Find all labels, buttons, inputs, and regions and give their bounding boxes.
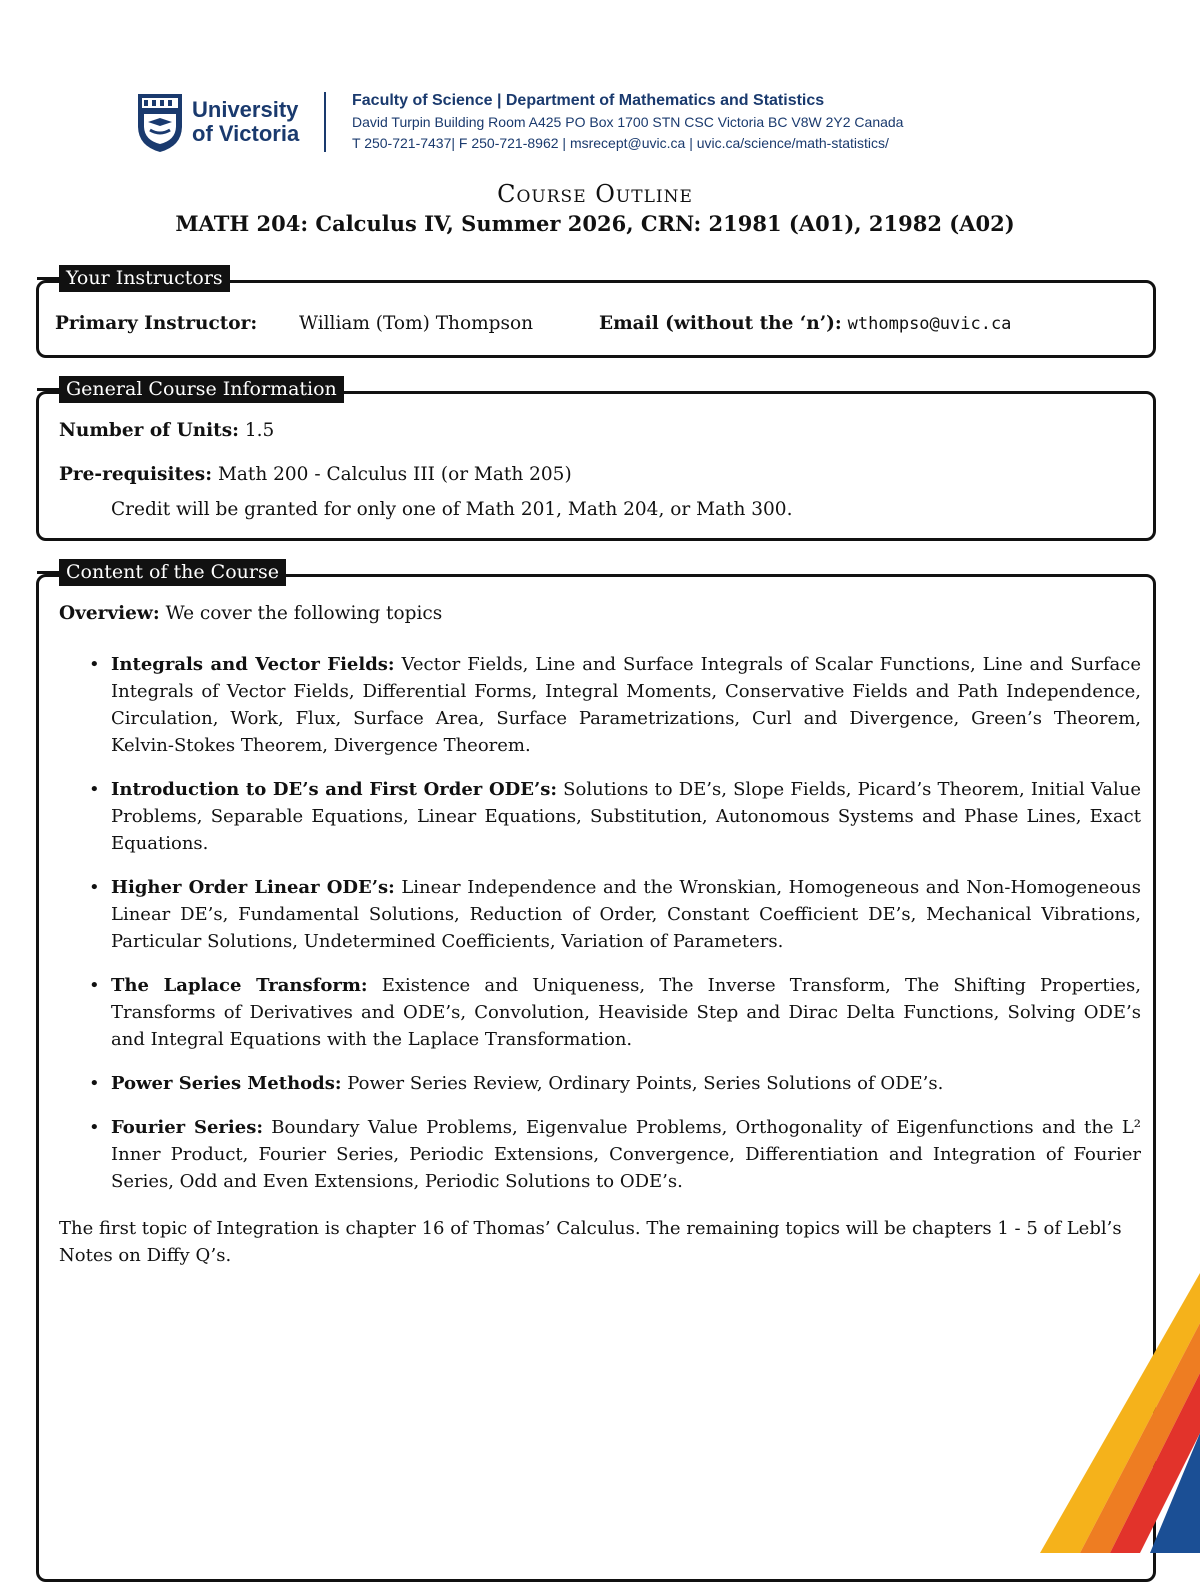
letterhead [136, 88, 1036, 158]
instructors-heading: Your Instructors [59, 265, 230, 292]
content-heading: Content of the Course [59, 559, 286, 586]
primary-instructor-label: Primary Instructor: [55, 313, 258, 334]
general-info-heading: General Course Information [59, 376, 344, 403]
closing-note: The first topic of Integration is chapter 16 of Thomas’ Calculus. The remaining topics will be chapters 1 - 5 of Lebl’s Notes on Diffy Q’s. [59, 1218, 1122, 1266]
list-item [91, 874, 1141, 955]
course-content-box [36, 561, 1156, 1582]
email-label: Email (without the ‘n’): [599, 313, 842, 334]
topic-text: Boundary Value Problems, Eigenvalue Problems, Orthogonality of Eigenfunctions and the L² Inner Product, Fourier Series, Periodic Extensions, Convergence, Differentiation and Integration of Fourier Series, Odd and Even Extensions, Periodic Solutions to ODE’s. [111, 1117, 1141, 1192]
list-item [91, 1114, 1141, 1195]
logo-line1: University [192, 97, 299, 122]
list-item [91, 651, 1141, 759]
page-title: Course Outline [497, 180, 693, 208]
list-item [91, 776, 1141, 857]
header-divider [324, 92, 326, 152]
overview-text: We cover the following topics [165, 603, 443, 624]
topic-text: Power Series Review, Ordinary Points, Series Solutions of ODE’s. [347, 1073, 944, 1094]
topic-title: Power Series Methods: [111, 1073, 342, 1094]
topic-title: The Laplace Transform: [111, 975, 368, 996]
topic-text: Solutions to DE’s, Slope Fields, Picard’s Theorem, Initial Value Problems, Separable Equations, Linear Equations, Substitution, Autonomous Systems and Phase Lines, Exact Equations. [111, 779, 1141, 854]
address-line: David Turpin Building Room A425 PO Box 1700 STN CSC Victoria BC V8W 2Y2 Canada [352, 114, 904, 130]
credit-note: Credit will be granted for only one of Math 201, Math 204, or Math 300. [111, 499, 793, 520]
topic-title: Introduction to DE’s and First Order ODE’s: [111, 779, 558, 800]
topic-text: Vector Fields, Line and Surface Integrals of Scalar Functions, Line and Surface Integrals of Vector Fields, Differential Forms, Integral Moments, Conservative Fields and Path Independence, Circulation, Work, Flux, Surface Area, Surface Parametrizations, Curl and Divergence, Green’s Theorem, Kelvin-Stokes Theorem, Divergence Theorem. [111, 654, 1141, 756]
general-info-box [36, 378, 1156, 541]
department-line: Faculty of Science | Department of Mathematics and Statistics [352, 92, 825, 109]
units-value: 1.5 [244, 420, 275, 441]
overview-label: Overview: [59, 603, 160, 624]
units-label: Number of Units: [59, 420, 239, 441]
topic-title: Fourier Series: [111, 1117, 263, 1138]
instructors-box [36, 267, 1156, 358]
decorative-stripes [1040, 1263, 1200, 1553]
prereq-label: Pre-requisites: [59, 464, 213, 485]
topic-title: Higher Order Linear ODE’s: [111, 877, 395, 898]
topic-text: Linear Independence and the Wronskian, Homogeneous and Non-Homogeneous Linear DE’s, Fundamental Solutions, Reduction of Order, Constant Coefficient DE’s, Mechanical Vibrations, Particular Solutions, Undetermined Coefficients, Variation of Parameters. [111, 877, 1141, 952]
topic-text: Existence and Uniqueness, The Inverse Transform, The Shifting Properties, Transforms of Derivatives and ODE’s, Convolution, Heaviside Step and Dirac Delta Functions, Solving ODE’s and Integral Equations with the Laplace Transformation. [111, 975, 1141, 1050]
contact-line: T 250-721-7437| F 250-721-8962 | msrecept@uvic.ca | uvic.ca/science/math-statistics/ [352, 135, 889, 151]
list-item [91, 1070, 1141, 1097]
logo-line2: of Victoria [192, 121, 300, 146]
topics-list [91, 651, 1141, 1212]
prereq-value: Math 200 - Calculus III (or Math 205) [217, 464, 572, 485]
course-subtitle: MATH 204: Calculus IV, Summer 2026, CRN: 21981 (A01), 21982 (A02) [175, 211, 1015, 236]
uvic-crest-icon [136, 92, 184, 154]
uvic-logo [136, 92, 316, 156]
primary-instructor-name: William (Tom) Thompson [299, 313, 534, 334]
instructor-email[interactable]: wthompso@uvic.ca [847, 314, 1012, 334]
list-item [91, 972, 1141, 1053]
topic-title: Integrals and Vector Fields: [111, 654, 395, 675]
